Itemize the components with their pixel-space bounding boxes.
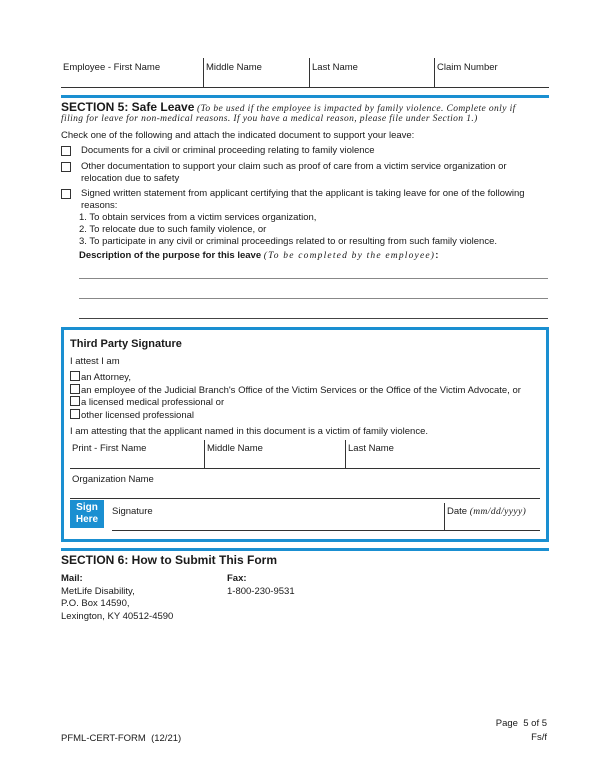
signature-field[interactable] bbox=[112, 503, 444, 531]
badge-text: Sign bbox=[76, 502, 98, 513]
mail-label: Mail: bbox=[61, 573, 83, 584]
print-middle-name-field[interactable] bbox=[204, 440, 345, 468]
description-line-3[interactable] bbox=[79, 318, 548, 319]
description-line-2[interactable] bbox=[79, 298, 548, 299]
attest-statement: I am attesting that the applicant named in this document is a victim of family violence. bbox=[70, 426, 429, 437]
field-label: Middle Name bbox=[206, 62, 262, 73]
mail-address-line: MetLife Disability, bbox=[61, 585, 135, 597]
mail-block bbox=[61, 573, 173, 623]
badge-text: Here bbox=[75, 514, 99, 525]
fax-block bbox=[227, 573, 295, 598]
checkbox[interactable] bbox=[70, 384, 80, 394]
sign-here-badge bbox=[70, 500, 104, 528]
option-label-cont: relocation due to safety bbox=[81, 172, 180, 184]
field-label: Last Name bbox=[348, 443, 394, 454]
print-name-row bbox=[70, 440, 540, 469]
section5-note: (To be used if the employee is impacted by family violence. Complete only if bbox=[197, 104, 516, 114]
checkbox[interactable] bbox=[61, 189, 71, 199]
field-label: Signature bbox=[112, 506, 153, 517]
employee-middle-name-field[interactable] bbox=[203, 58, 309, 88]
checkbox[interactable] bbox=[61, 146, 71, 156]
option-label: an employee of the Judicial Branch's Office of the Victim Services or the Office of the Victim Advocate, or bbox=[81, 385, 521, 396]
mail-address-line: P.O. Box 14590, bbox=[61, 598, 130, 609]
attest-option-attorney[interactable] bbox=[70, 371, 131, 383]
option-label: Signed written statement from applicant certifying that the applicant is taking leave for one of the following bbox=[81, 188, 525, 199]
field-label: Middle Name bbox=[207, 443, 263, 454]
field-label: Print - First Name bbox=[72, 443, 147, 454]
section5-note-cont: filing for leave for non-medical reasons. If you have a medical reason, please file under Section 1.) bbox=[61, 114, 478, 124]
employee-first-name-field[interactable] bbox=[61, 58, 203, 88]
field-label: Claim Number bbox=[437, 62, 498, 73]
date-format-hint: (mm/dd/yyyy) bbox=[469, 507, 527, 517]
option-signed-statement[interactable] bbox=[61, 188, 551, 211]
option-other-documentation[interactable] bbox=[61, 161, 551, 184]
employee-name-row bbox=[61, 58, 549, 88]
field-label: Last Name bbox=[312, 62, 358, 73]
footer-code: Fs/f bbox=[531, 732, 547, 743]
checkbox[interactable] bbox=[61, 162, 71, 172]
option-label: a licensed medical professional or bbox=[81, 397, 225, 408]
employee-last-name-field[interactable] bbox=[309, 58, 434, 88]
reason-3: 3. To participate in any civil or criminal proceedings related to or resulting from such family violence. bbox=[79, 236, 498, 247]
attest-option-judicial-employee[interactable] bbox=[70, 384, 521, 396]
section-divider bbox=[61, 95, 549, 98]
date-field[interactable] bbox=[444, 503, 540, 531]
section6-title: SECTION 6: How to Submit This Form bbox=[61, 553, 277, 567]
option-label: other licensed professional bbox=[81, 410, 195, 421]
description-label: Description of the purpose for this leave bbox=[79, 250, 262, 261]
print-first-name-field[interactable] bbox=[70, 440, 204, 468]
colon: : bbox=[435, 250, 439, 261]
option-label: an Attorney, bbox=[81, 372, 131, 383]
signature-row bbox=[112, 503, 540, 531]
reason-2: 2. To relocate due to such family violence, or bbox=[79, 224, 267, 235]
option-label: Documents for a civil or criminal proceeding relating to family violence bbox=[81, 145, 375, 156]
option-civil-proceeding[interactable] bbox=[61, 145, 551, 157]
field-label: Date bbox=[447, 506, 468, 517]
section-divider bbox=[61, 548, 549, 551]
form-id: PFML-CERT-FORM (12/21) bbox=[61, 733, 182, 744]
organization-name-field[interactable] bbox=[70, 469, 540, 499]
attest-option-other[interactable] bbox=[70, 409, 194, 421]
third-party-title: Third Party Signature bbox=[70, 338, 182, 350]
description-label-row bbox=[79, 250, 438, 261]
checkbox[interactable] bbox=[70, 396, 80, 406]
attest-label: I attest I am bbox=[70, 356, 120, 367]
description-note: (To be completed by the employee) bbox=[263, 251, 436, 261]
checkbox[interactable] bbox=[70, 409, 80, 419]
mail-address-line: Lexington, KY 40512-4590 bbox=[61, 610, 174, 622]
field-label: Organization Name bbox=[72, 474, 154, 485]
description-line-1[interactable] bbox=[79, 278, 548, 279]
page-number: Page 5 of 5 bbox=[495, 718, 547, 729]
fax-label: Fax: bbox=[227, 573, 247, 584]
fax-number: 1-800-230-9531 bbox=[227, 585, 295, 597]
reason-1: 1. To obtain services from a victim services organization, bbox=[79, 212, 317, 223]
checkbox[interactable] bbox=[70, 371, 80, 381]
option-label: Other documentation to support your claim such as proof of care from a victim service organization or bbox=[81, 161, 507, 172]
field-label: Employee - First Name bbox=[63, 62, 161, 73]
section5-title: SECTION 5: Safe Leave bbox=[61, 100, 195, 114]
third-party-signature-box bbox=[61, 327, 549, 542]
print-last-name-field[interactable] bbox=[345, 440, 540, 468]
option-label-cont: reasons: bbox=[81, 199, 118, 211]
claim-number-field[interactable] bbox=[434, 58, 549, 88]
section5-instruction: Check one of the following and attach the indicated document to support your leave: bbox=[61, 130, 415, 141]
attest-option-medical[interactable] bbox=[70, 396, 224, 408]
